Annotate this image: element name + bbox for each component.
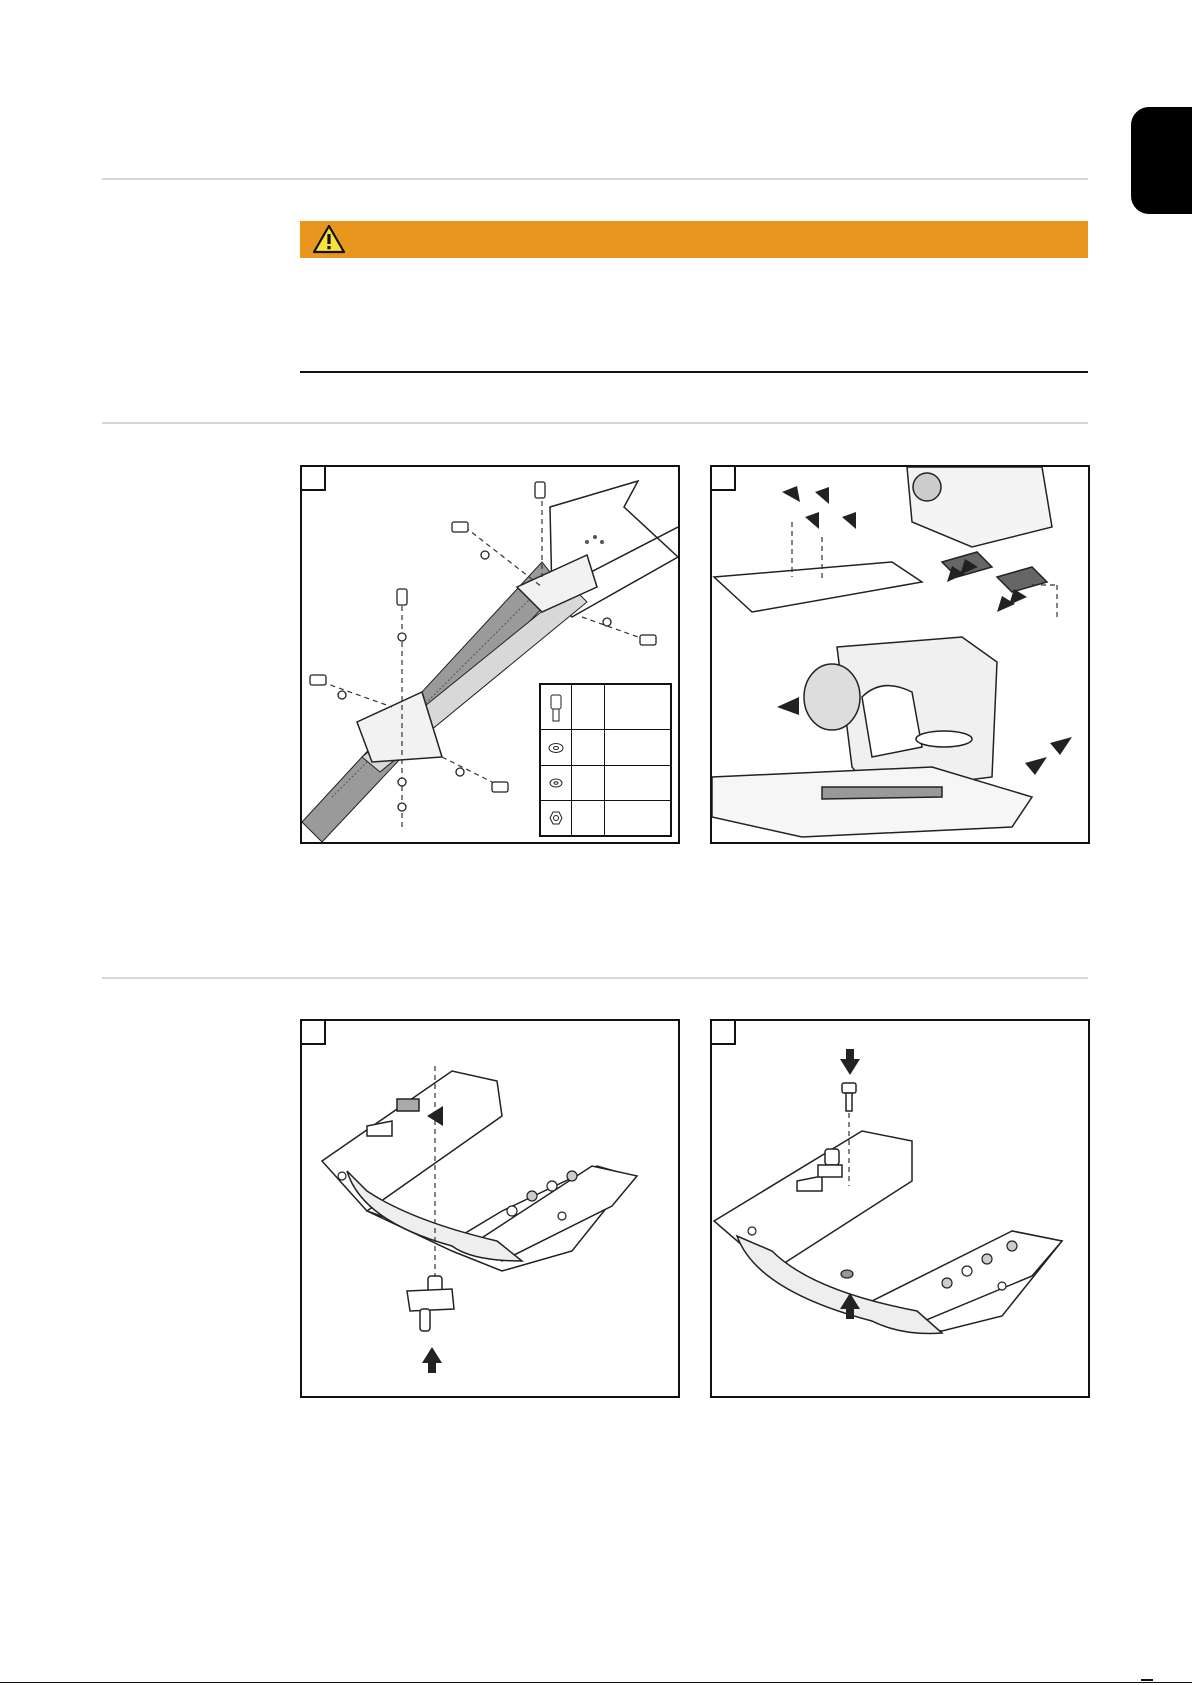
washer-icon [541,766,571,800]
figure-wirefeeder [710,465,1090,844]
section-divider [102,977,1088,979]
plate-screw-illustration [712,1021,1088,1396]
footer-mark [1141,1679,1153,1681]
wirefeeder-illustration [712,467,1088,842]
section-divider [102,178,1088,180]
screw-icon [541,685,571,729]
plate-pin-illustration [302,1021,678,1396]
footer-rule [0,1682,1192,1683]
legend-row-washer [541,730,670,766]
figure-plate-screw [710,1019,1090,1398]
warning-end-rule [300,371,1088,373]
section-divider [102,422,1088,424]
legend-row-washer [541,766,670,801]
chapter-tab [1131,107,1192,214]
legend-row-screw [541,685,670,730]
washer-icon [541,730,571,765]
legend-row-nut [541,801,670,835]
nut-icon [541,801,571,835]
parts-legend-table [539,683,672,837]
figure-hose-pack [300,465,680,844]
warning-banner [300,221,1088,258]
figure-plate-pin [300,1019,680,1398]
warning-triangle-icon [312,224,346,255]
